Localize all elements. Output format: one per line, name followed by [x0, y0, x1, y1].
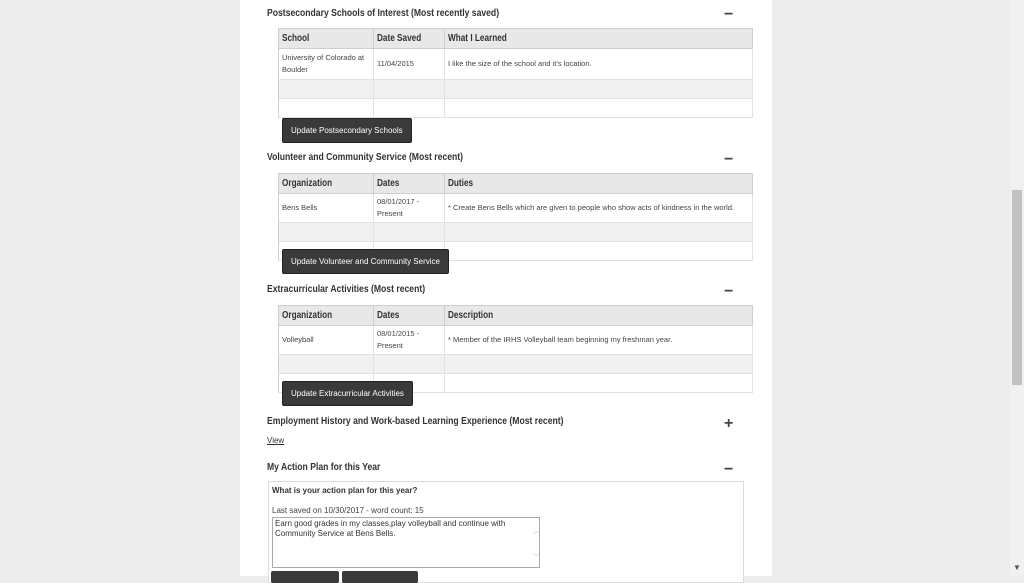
- dates-cell: 08/01/2015 - Present: [374, 326, 445, 355]
- scroll-down-arrow-icon[interactable]: ▼: [1013, 563, 1021, 572]
- plan-last-saved: Last saved on 10/30/2017 - word count: 15: [272, 506, 424, 515]
- page-scrollbar[interactable]: [1010, 0, 1024, 576]
- column-header: Description: [445, 306, 753, 326]
- update-schools-button[interactable]: Update Postsecondary Schools: [282, 118, 412, 143]
- description-cell: * Member of the IRHS Volleyball team beginning my freshman year.: [445, 326, 753, 355]
- extracurricular-collapse-icon[interactable]: −: [724, 283, 734, 300]
- column-header: Organization: [279, 306, 374, 326]
- update-extracurricular-button[interactable]: Update Extracurricular Activities: [282, 381, 413, 406]
- column-header: Date Saved: [374, 29, 445, 49]
- schools-collapse-icon[interactable]: −: [724, 6, 734, 23]
- employment-view-link[interactable]: View: [267, 436, 285, 445]
- plan-collapse-icon[interactable]: −: [724, 461, 734, 478]
- plan-answer-textarea[interactable]: [272, 517, 540, 568]
- organization-cell: Volleyball: [279, 326, 374, 355]
- column-header: Organization: [279, 174, 374, 194]
- table-row: [279, 80, 753, 99]
- organization-cell: Bens Bells: [279, 194, 374, 223]
- column-header: What I Learned: [445, 29, 753, 49]
- duties-cell: * Create Bens Bells which are given to people who show acts of kindness in the world.: [445, 194, 753, 223]
- date-cell: 11/04/2015: [374, 49, 445, 80]
- plan-question: What is your action plan for this year?: [272, 486, 418, 495]
- volunteer-title: Volunteer and Community Service (Most recent): [267, 151, 464, 163]
- table-row: [279, 49, 753, 80]
- volunteer-collapse-icon[interactable]: −: [724, 151, 734, 168]
- action-plan-box: [268, 481, 744, 583]
- schools-title: Postsecondary Schools of Interest (Most recently saved): [267, 7, 500, 19]
- textarea-scroll-down-icon[interactable]: ﹀: [533, 554, 540, 561]
- extracurricular-table: [278, 305, 753, 393]
- column-header: Duties: [445, 174, 753, 194]
- schools-table: [278, 28, 753, 118]
- plan-cancel-button[interactable]: [342, 571, 418, 583]
- plan-title: My Action Plan for this Year: [267, 461, 381, 473]
- plan-save-button[interactable]: [271, 571, 339, 583]
- table-row: [279, 223, 753, 242]
- dates-cell: 08/01/2017 - Present: [374, 194, 445, 223]
- table-row: [279, 355, 753, 374]
- table-row: [279, 326, 753, 355]
- school-cell: University of Colorado at Boulder: [279, 49, 374, 80]
- volunteer-table: [278, 173, 753, 261]
- textarea-scroll-up-icon[interactable]: ︿: [533, 528, 540, 535]
- employment-title: Employment History and Work-based Learning Experience (Most recent): [267, 415, 564, 427]
- employment-expand-icon[interactable]: +: [724, 415, 734, 432]
- table-row: [279, 99, 753, 118]
- main-content: [240, 0, 772, 576]
- column-header: Dates: [374, 174, 445, 194]
- column-header: School: [279, 29, 374, 49]
- update-volunteer-button[interactable]: Update Volunteer and Community Service: [282, 249, 449, 274]
- extracurricular-title: Extracurricular Activities (Most recent): [267, 283, 426, 295]
- column-header: Dates: [374, 306, 445, 326]
- table-row: [279, 194, 753, 223]
- scrollbar-thumb[interactable]: [1012, 190, 1022, 385]
- learned-cell: I like the size of the school and it's location.: [445, 49, 753, 80]
